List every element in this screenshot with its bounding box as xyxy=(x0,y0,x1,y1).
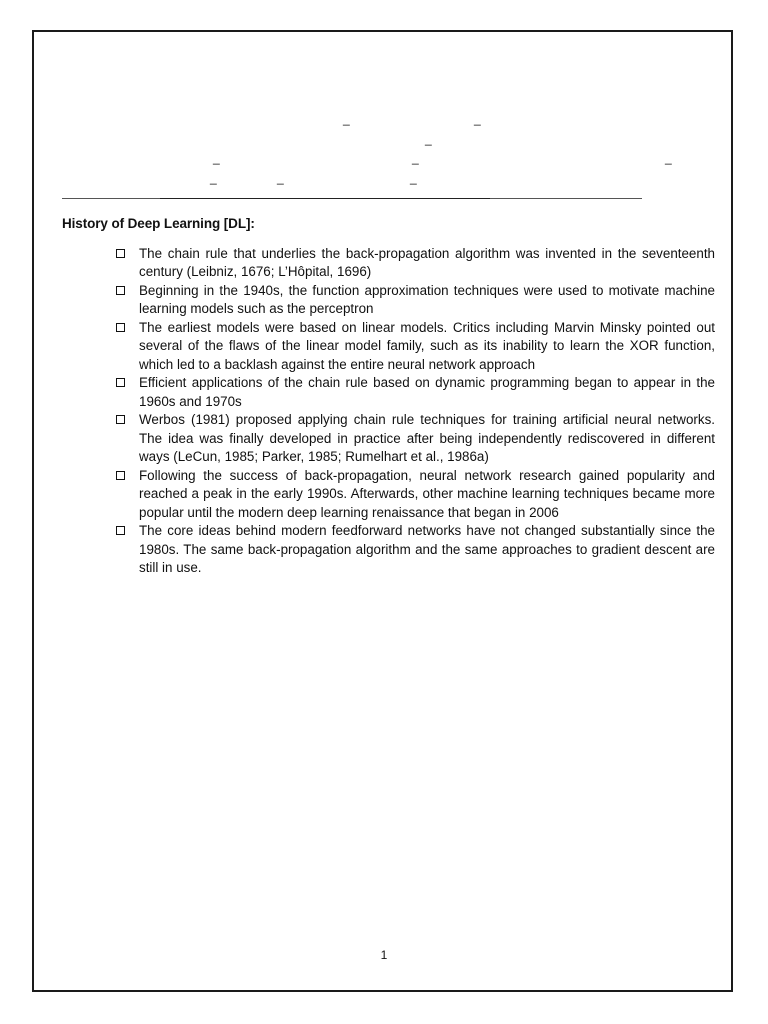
checkbox-bullet-icon xyxy=(116,415,125,424)
checkbox-bullet-icon xyxy=(116,526,125,535)
list-item xyxy=(115,282,715,319)
header-dash: _ xyxy=(210,171,217,185)
list-item xyxy=(115,374,715,411)
list-item-text: The chain rule that underlies the back-propagation algorithm was invented in the seventeenth century (Leibniz, 1676; L’Hôpital, 1696) xyxy=(139,246,715,280)
header-dash: _ xyxy=(410,171,417,185)
header-dash: _ xyxy=(213,151,220,165)
checkbox-bullet-icon xyxy=(116,471,125,480)
bullet-list xyxy=(115,245,715,578)
header-dash: _ xyxy=(412,151,419,165)
page-number: 1 xyxy=(380,948,388,962)
header-dash: _ xyxy=(277,171,284,185)
checkbox-bullet-icon xyxy=(116,378,125,387)
list-item xyxy=(115,411,715,466)
list-item-text: Werbos (1981) proposed applying chain rule techniques for training artificial neural networks. The idea was finally developed in practice after being independently rediscovered in different ways (LeCun, 1985; Parker, 1985; Rumelhart et al., 1986a) xyxy=(139,412,715,465)
checkbox-bullet-icon xyxy=(116,286,125,295)
list-item-text: Beginning in the 1940s, the function approximation techniques were used to motivate machine learning models such as the perceptron xyxy=(139,283,715,317)
header-dash: _ xyxy=(425,132,432,146)
list-item xyxy=(115,522,715,577)
checkbox-bullet-icon xyxy=(116,249,125,258)
list-item-text: Following the success of back-propagation, neural network research gained popularity and reached a peak in the early 1990s. Afterwards, other machine learning techniques became more popular until the modern deep learning renaissance that began in 2006 xyxy=(139,467,715,520)
section-heading: History of Deep Learning [DL]: xyxy=(62,216,255,231)
checkbox-bullet-icon xyxy=(116,323,125,332)
list-item xyxy=(115,245,715,282)
header-dash: _ xyxy=(665,151,672,165)
header-dash: _ xyxy=(474,112,481,126)
list-item-text: Efficient applications of the chain rule based on dynamic programming began to appear in the 1960s and 1970s xyxy=(139,375,715,409)
list-item-text: The earliest models were based on linear models. Critics including Marvin Minsky pointed out several of the flaws of the linear model family, such as its inability to learn the XOR function, which led to a backlash against the entire neural network approach xyxy=(139,320,715,372)
header-divider-accent xyxy=(160,198,490,199)
header-dash: _ xyxy=(343,112,350,126)
list-item xyxy=(115,319,715,374)
list-item xyxy=(115,467,715,522)
list-item-text: The core ideas behind modern feedforward networks have not changed substantially since the 1980s. The same back-propagation algorithm and the same approaches to gradient descent are still in use. xyxy=(139,523,715,576)
